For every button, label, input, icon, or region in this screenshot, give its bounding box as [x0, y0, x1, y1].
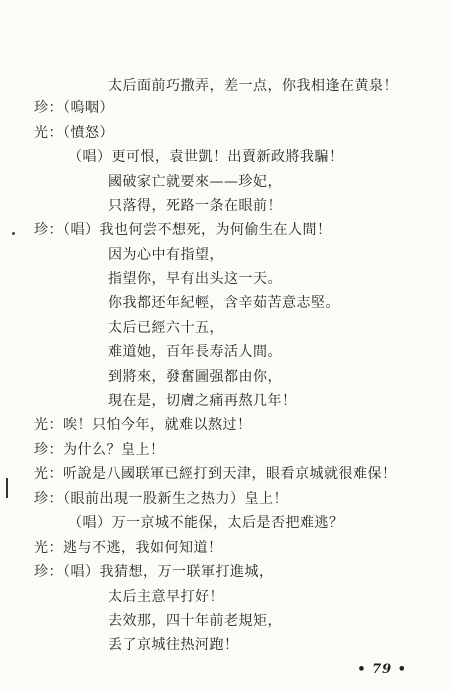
verse-line: 去效那，四十年前老規矩， [108, 613, 282, 629]
page-number: • 79 • [357, 662, 407, 677]
speaker-line: 光：（憤怒） [34, 125, 114, 141]
verse-line: 指望你，早有出头这一天。 [108, 271, 282, 287]
verse-line: 难道她，百年長寿活人間。 [108, 344, 282, 360]
verse-line: 太后面前巧撒弄，差一点，你我相逢在黄泉！ [108, 78, 398, 94]
speaker-line: 珍：（眼前出現一股新生之热力）皇上！ [34, 491, 288, 507]
speaker-line: 光：唉！只怕今年，就难以熬过！ [34, 417, 252, 433]
speaker-line: 珍：（唱）我也何尝不想死，为何偷生在人間！ [34, 222, 332, 238]
speaker-line: 珍：（嗚咽） [34, 100, 114, 116]
verse-line: 因为心中有指望， [108, 247, 224, 263]
sung-line: （唱）更可恨，袁世凱！出賣新政將我騙！ [68, 149, 344, 165]
verse-line: 你我都还年紀輕，含辛茹苦意志堅。 [108, 295, 340, 311]
speaker-line: 珍：（唱）我猜想，万一联軍打進城， [34, 564, 274, 580]
verse-line: 丢了京城往热河跑！ [108, 637, 239, 653]
verse-line: 只落得，死路一条在眼前！ [108, 198, 282, 214]
verse-line: 太后主意早打好！ [108, 589, 224, 605]
speaker-line: 光：听說是八國联軍已經打到天津，眼看京城就很难保！ [34, 466, 397, 482]
verse-line: 太后已經六十五， [108, 320, 224, 336]
verse-line: 現在是，切膚之痛再熬几年！ [108, 393, 297, 409]
speaker-line: 光：逃与不逃，我如何知道！ [34, 540, 223, 556]
sung-line: （唱）万一京城不能保，太后是否把难逃？ [68, 515, 344, 531]
verse-line: 國破家亡就要來——珍妃， [108, 174, 282, 190]
speaker-line: 珍：为什么？皇上！ [34, 442, 165, 458]
stray-mark [12, 232, 15, 235]
binding-mark [6, 478, 8, 498]
verse-line: 到將來，發奮圖强都由你， [108, 369, 282, 385]
